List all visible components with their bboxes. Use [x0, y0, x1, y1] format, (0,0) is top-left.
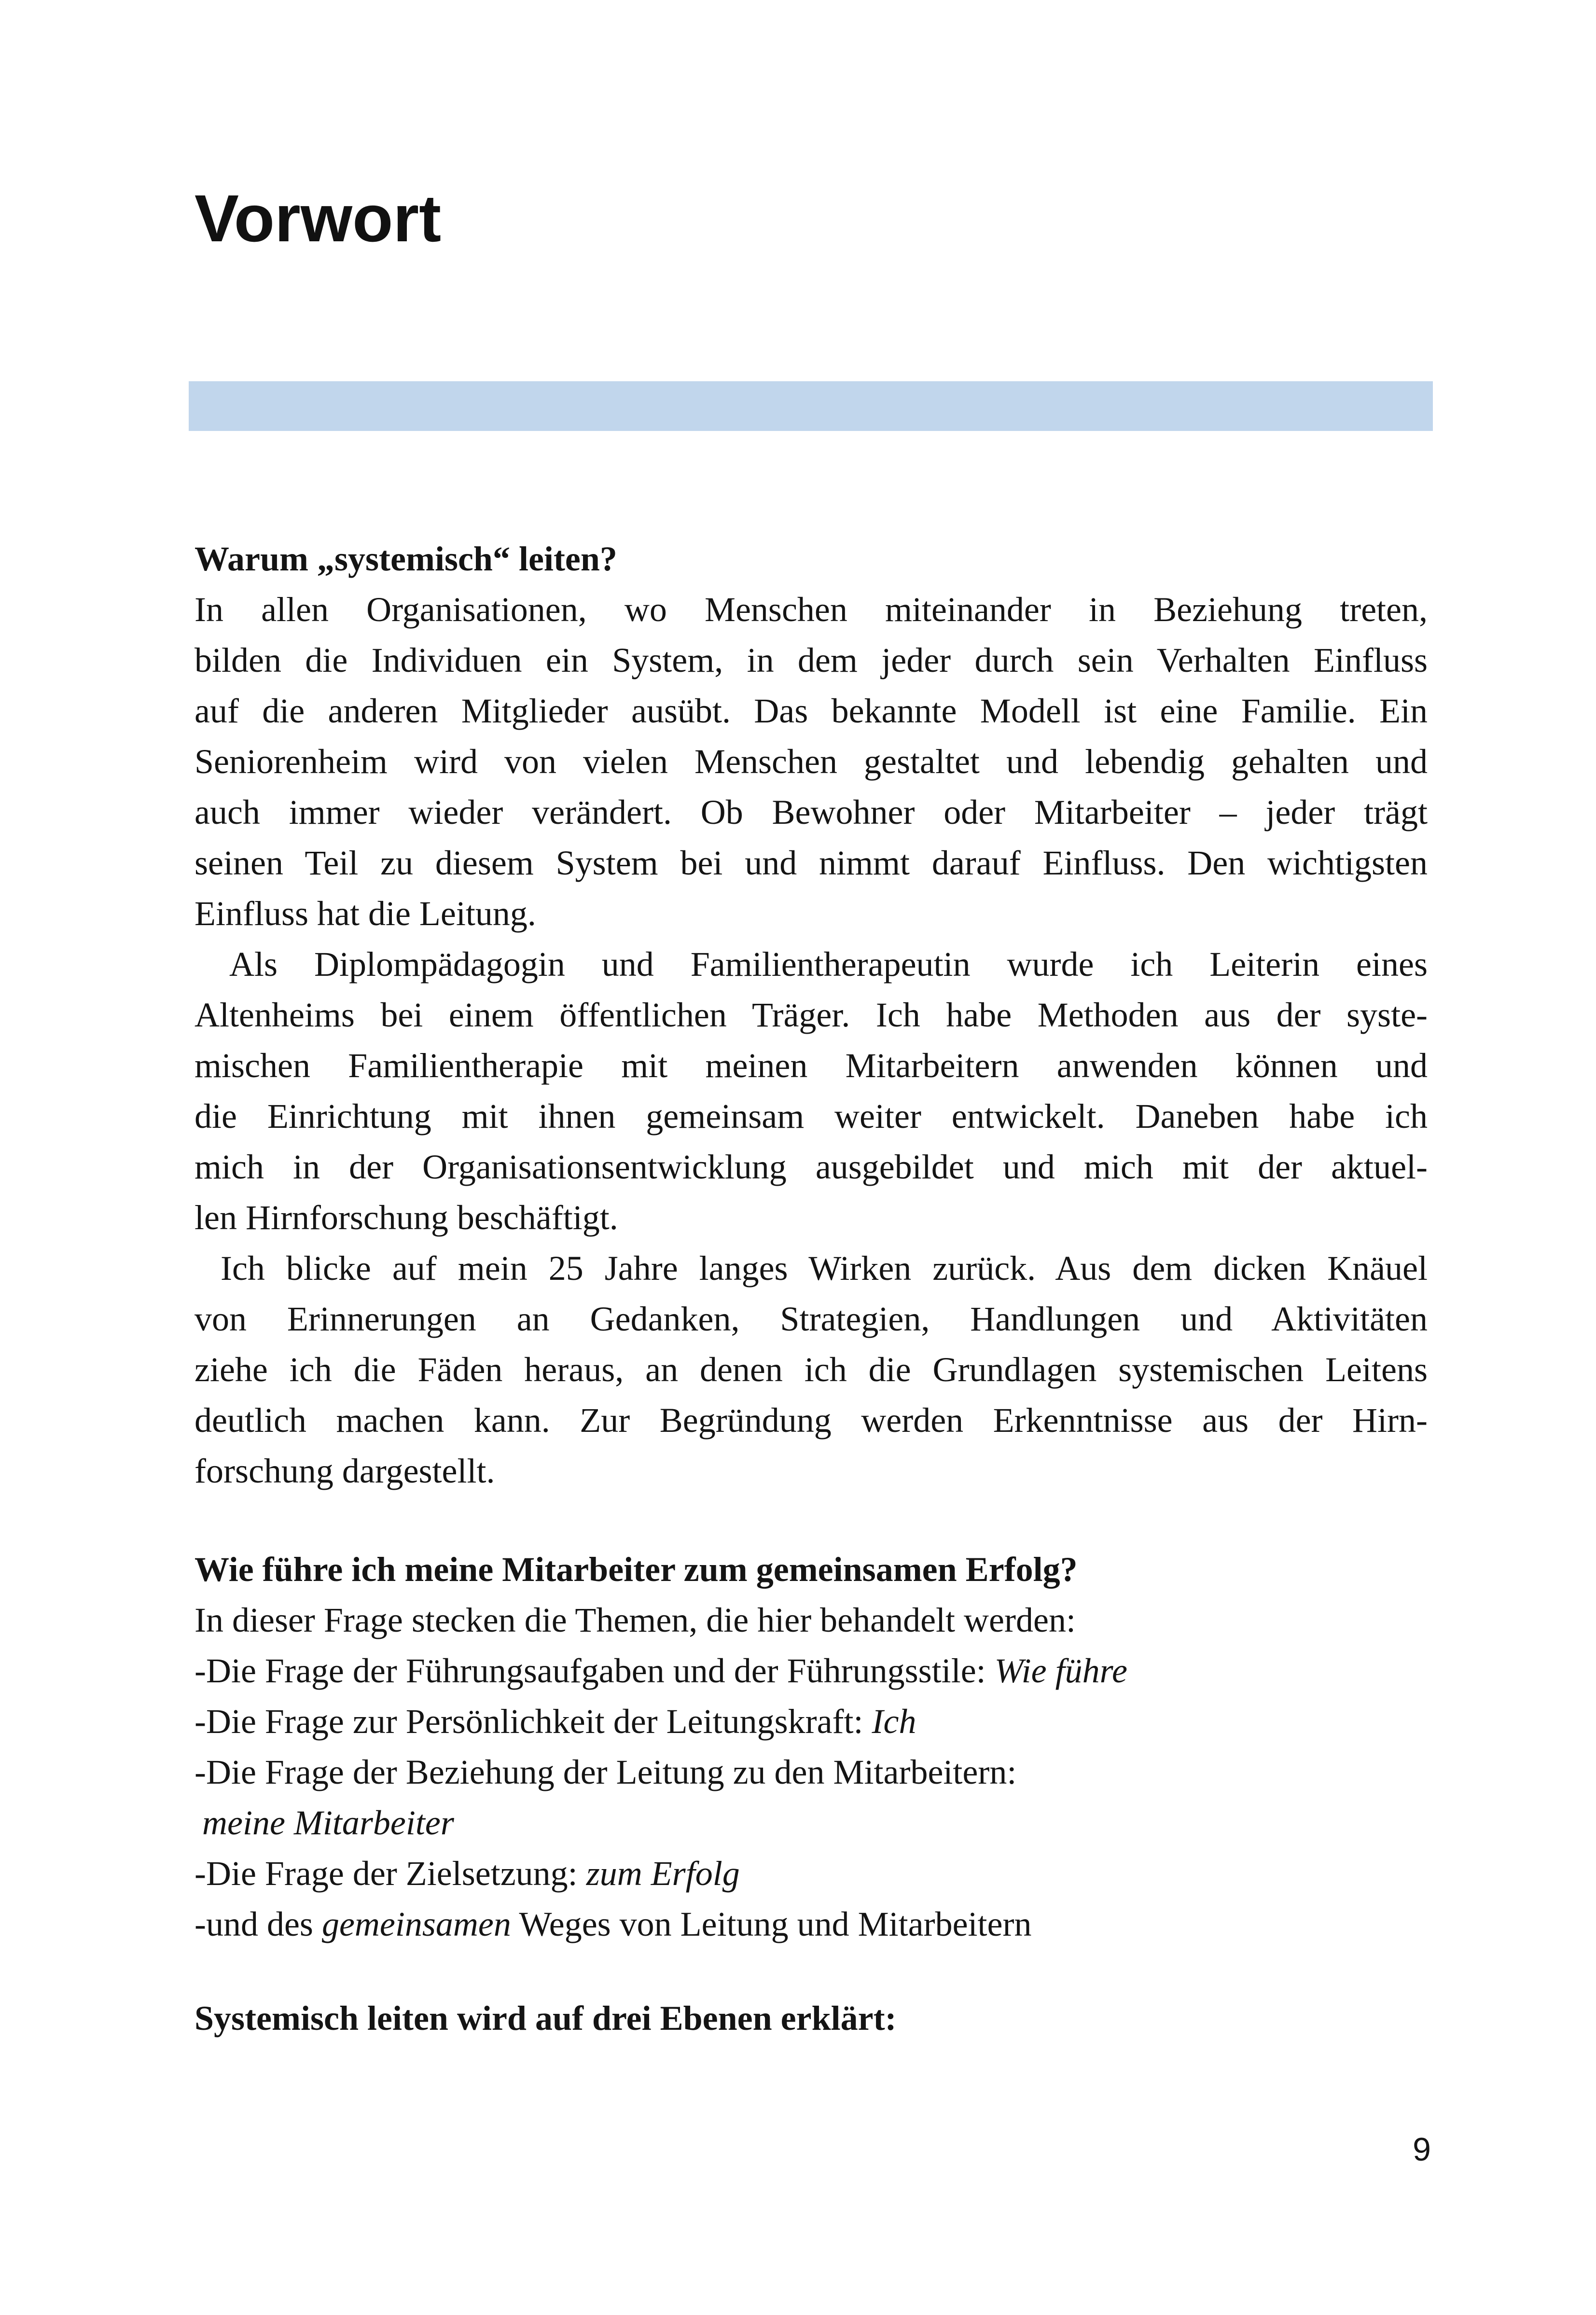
text-line: len Hirnforschung beschäftigt. — [194, 1198, 618, 1237]
chapter-title: Vorwort — [194, 181, 442, 256]
list-item-text: Weges von Leitung und Mitarbeitern — [511, 1905, 1032, 1943]
text-line: deutlich machen kann. Zur Begründung werden Erkenntnisse aus der Hirn- — [194, 1401, 1428, 1440]
list-item-text: -Die Frage zur Persönlichkeit der Leitungskraft: — [194, 1702, 872, 1741]
list-item-emphasis: gemeinsamen — [321, 1905, 511, 1943]
paragraph-1 — [194, 584, 1428, 939]
intro-line: In dieser Frage stecken die Themen, die hier behandelt werden: — [194, 1601, 1076, 1639]
text-line: bilden die Individuen ein System, in dem jeder durch sein Verhalten Einfluss — [194, 641, 1428, 679]
paragraph-3 — [194, 1243, 1428, 1497]
list-item-emphasis: zum Erfolg — [586, 1854, 740, 1893]
section-how-lead — [194, 1544, 1428, 1950]
text-line: Als Diplompädagogin und Familientherapeutin wurde ich Leiterin eines — [229, 945, 1428, 984]
list-item — [194, 1696, 1428, 1747]
text-line: mischen Familientherapie mit meinen Mitarbeitern anwenden können und — [194, 1046, 1428, 1085]
section-why-systemic — [194, 534, 1428, 1497]
list-item-emphasis: Wie führe — [994, 1651, 1127, 1690]
text-line: In allen Organisationen, wo Menschen miteinander in Beziehung treten, — [194, 590, 1428, 629]
text-line: ziehe ich die Fäden heraus, an denen ich die Grundlagen systemischen Leitens — [194, 1350, 1428, 1389]
text-line: seinen Teil zu diesem System bei und nimmt darauf Einfluss. Den wichtigsten — [194, 844, 1428, 882]
section-three-levels — [194, 1993, 1428, 2044]
text-line: Einfluss hat die Leitung. — [194, 894, 536, 933]
list-item-emphasis: meine Mitarbeiter — [202, 1803, 454, 1842]
text-line: die Einrichtung mit ihnen gemeinsam weiter entwickelt. Daneben habe ich — [194, 1097, 1428, 1136]
text-line: mich in der Organisationsentwicklung ausgebildet und mich mit der aktuel- — [194, 1148, 1428, 1186]
page-number: 9 — [1413, 2131, 1431, 2168]
list-item — [194, 1848, 1428, 1899]
text-line: Altenheims bei einem öffentlichen Träger. Ich habe Methoden aus der syste- — [194, 996, 1428, 1034]
list-item-text: -Die Frage der Führungsaufgaben und der Führungsstile: — [194, 1651, 995, 1690]
text-line: auch immer wieder verändert. Ob Bewohner oder Mitarbeiter – jeder trägt — [194, 793, 1428, 832]
section-heading: Wie führe ich meine Mitarbeiter zum gemeinsamen Erfolg? — [194, 1550, 1078, 1589]
list-item — [194, 1646, 1428, 1696]
list-item-text: -Die Frage der Beziehung der Leitung zu den Mitarbeitern: — [194, 1753, 1017, 1791]
list-item-emphasis: Ich — [872, 1702, 916, 1741]
list-item-text: -und des — [194, 1905, 322, 1943]
section-heading: Warum „systemisch“ leiten? — [194, 540, 617, 578]
list-item-text: -Die Frage der Zielsetzung: — [194, 1854, 586, 1893]
list-item — [194, 1798, 1428, 1848]
text-line: von Erinnerungen an Gedanken, Strategien, Handlungen und Aktivitäten — [194, 1300, 1428, 1338]
list-item — [194, 1899, 1428, 1950]
title-band — [189, 381, 1433, 431]
text-line: forschung dargestellt. — [194, 1452, 495, 1490]
text-line: Seniorenheim wird von vielen Menschen gestaltet und lebendig gehalten und — [194, 742, 1428, 781]
text-line: auf die anderen Mitglieder ausübt. Das bekannte Modell ist eine Familie. Ein — [194, 692, 1428, 730]
section-heading: Systemisch leiten wird auf drei Ebenen erklärt: — [194, 1999, 897, 2038]
paragraph-2 — [194, 939, 1428, 1243]
text-line: Ich blicke auf mein 25 Jahre langes Wirken zurück. Aus dem dicken Knäuel — [221, 1249, 1428, 1288]
list-item — [194, 1747, 1428, 1798]
